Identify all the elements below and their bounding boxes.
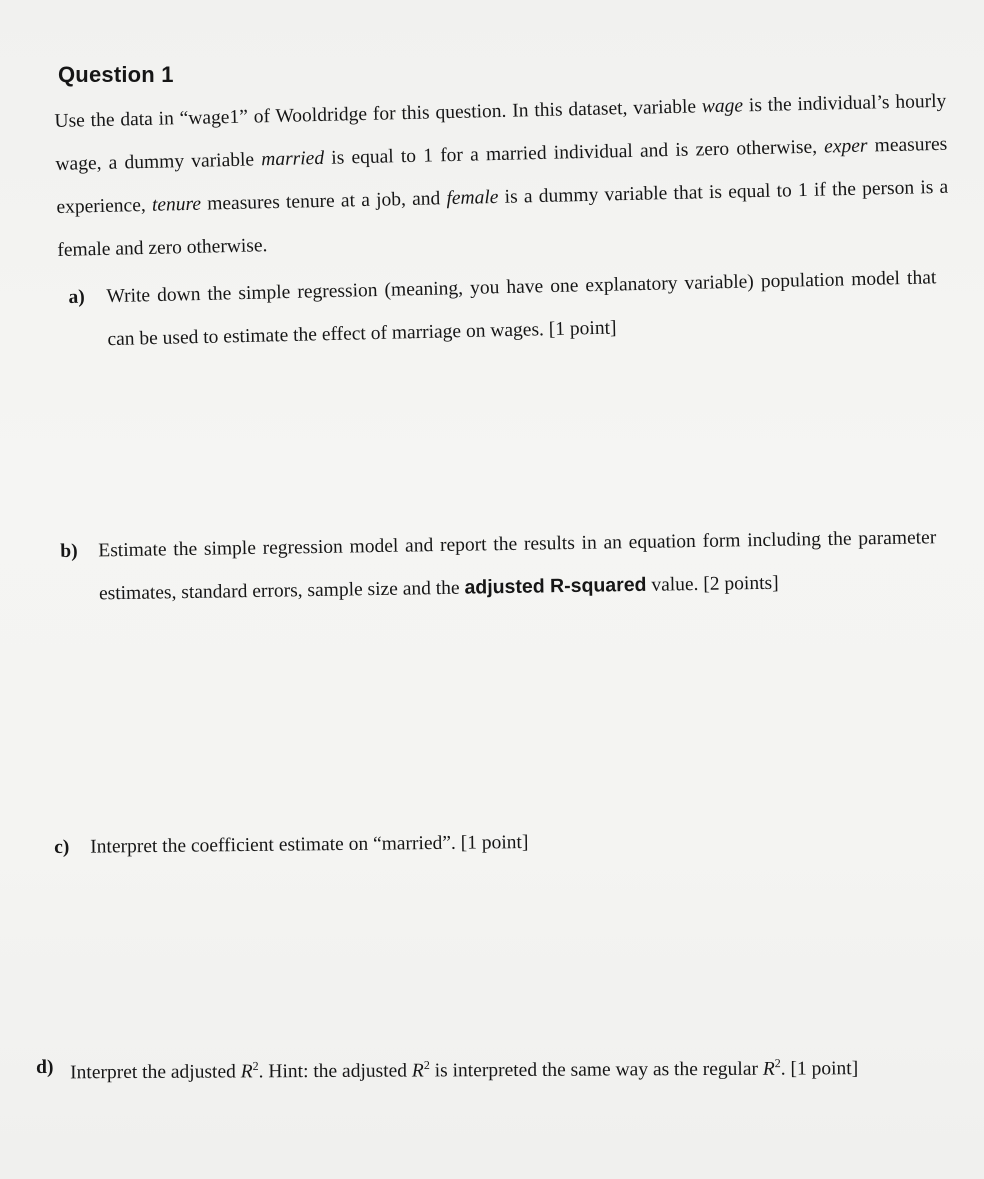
intro-text-3: is equal to 1 for a married individual and is zero otherwise, bbox=[323, 136, 825, 169]
part-c-label: c) bbox=[54, 836, 70, 858]
intro-text-4: measures experience, bbox=[56, 133, 948, 218]
part-a bbox=[68, 256, 938, 362]
part-a-label: a) bbox=[68, 286, 85, 308]
question-title: Question 1 bbox=[58, 62, 174, 87]
part-d-text-4: . [1 point] bbox=[780, 1058, 859, 1080]
part-d-label: d) bbox=[36, 1056, 54, 1078]
r-symbol-1: R bbox=[240, 1061, 253, 1083]
part-d-text-2: . Hint: the adjusted bbox=[258, 1060, 412, 1083]
r-symbol-2: R bbox=[411, 1060, 424, 1082]
superscript-1: 2 bbox=[252, 1058, 259, 1073]
part-a-text: Write down the simple regression (meaning, you have one explanatory variable) population model that can be used to estimate the effect of marriage on wages. [1 point] bbox=[106, 267, 937, 351]
superscript-3: 2 bbox=[774, 1056, 781, 1071]
part-b-text-2: value. [2 points] bbox=[646, 572, 779, 596]
variable-tenure: tenure bbox=[151, 193, 202, 216]
part-b-bold-term: adjusted R-squared bbox=[464, 573, 647, 599]
intro-text-6: is a dummy variable that is equal to 1 if the person is a female and zero otherwise. bbox=[57, 176, 949, 261]
intro-text-5: measures tenure at a job, and bbox=[200, 188, 447, 215]
part-c-text: Interpret the coefficient estimate on “married”. [1 point] bbox=[90, 832, 529, 858]
part-b-label: b) bbox=[60, 540, 78, 562]
part-d-text bbox=[36, 1041, 936, 1094]
variable-married: married bbox=[261, 147, 325, 171]
intro-text-1: Use the data in “wage1” of Wooldridge for this question. In this dataset, variable bbox=[54, 96, 703, 132]
variable-exper: exper bbox=[823, 135, 868, 158]
question-intro bbox=[54, 80, 950, 272]
intro-text-2: is the individual’s hourly wage, a dummy variable bbox=[55, 90, 947, 175]
part-d-text-3: is interpreted the same way as the regular bbox=[429, 1058, 763, 1082]
part-d bbox=[36, 1041, 936, 1094]
r-symbol-3: R bbox=[762, 1058, 775, 1080]
part-b bbox=[60, 516, 937, 616]
variable-female: female bbox=[446, 186, 499, 210]
part-d-text-1: Interpret the adjusted bbox=[70, 1061, 241, 1084]
part-c bbox=[54, 819, 754, 869]
part-b-text bbox=[60, 516, 937, 616]
part-b-text-1: Estimate the simple regression model and report the results in an equation form including the parameter estimates, standard errors, sample size and the bbox=[98, 527, 937, 605]
variable-wage: wage bbox=[701, 95, 744, 118]
superscript-2: 2 bbox=[423, 1057, 430, 1072]
